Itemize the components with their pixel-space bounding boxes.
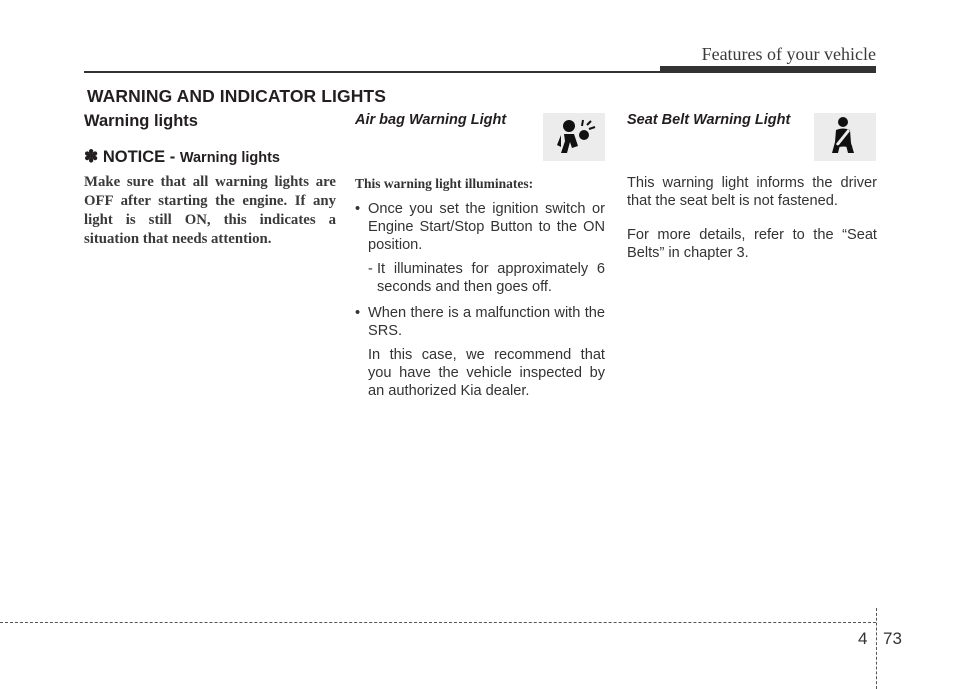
chapter-number: 4: [858, 629, 868, 648]
notice-star-icon: ✽: [84, 147, 99, 166]
seat-belt-warning-icon: [814, 113, 876, 161]
airbag-bullet-2: [355, 304, 605, 340]
airbag-bullet-1-text: Once you set the ignition switch or Engine Start/Stop Button to the ON position.: [368, 201, 605, 253]
notice-label: NOTICE -: [102, 148, 180, 166]
page-number: 73: [883, 629, 902, 648]
airbag-bullet-1-sub: [355, 260, 605, 296]
notice-topic: Warning lights: [179, 150, 280, 166]
seat-belt-para-1: This warning light informs the driver that the seat belt is not fastened.: [627, 175, 877, 209]
airbag-bullet-1-sub-text: It illuminates for approximately 6 seconds and then goes off.: [377, 261, 605, 295]
footer-divider: [876, 608, 877, 689]
airbag-bullet-1: [355, 200, 605, 254]
bullet-dot-icon: •: [355, 201, 361, 217]
bullet-dot-icon: •: [355, 305, 361, 321]
dash-icon: -: [368, 261, 373, 277]
warning-lights-heading: Warning lights: [84, 112, 198, 130]
running-header: Features of your vehicle: [701, 44, 876, 64]
section-title: WARNING AND INDICATOR LIGHTS: [87, 86, 386, 106]
airbag-bullet-2-text: When there is a malfunction with the SRS.: [368, 305, 605, 339]
notice-heading: [84, 147, 336, 167]
airbag-bullet-2-follow: In this case, we recommend that you have the vehicle inspected by an authorized Kia dealer.: [368, 347, 605, 399]
footer-rule: [0, 622, 876, 623]
seat-belt-heading: Seat Belt Warning Light: [627, 112, 791, 128]
header-rule-accent: [660, 66, 876, 72]
airbag-intro: This warning light illuminates:: [355, 176, 534, 191]
seat-belt-para-2: For more details, refer to the “Seat Belts” in chapter 3.: [627, 227, 877, 261]
airbag-heading: Air bag Warning Light: [355, 112, 507, 128]
airbag-warning-icon: [543, 113, 605, 161]
notice-body: Make sure that all warning lights are OFF after starting the engine. If any light is still ON, this indicates a situation that needs attention.: [84, 174, 336, 247]
column-warning-lights: [84, 110, 336, 249]
